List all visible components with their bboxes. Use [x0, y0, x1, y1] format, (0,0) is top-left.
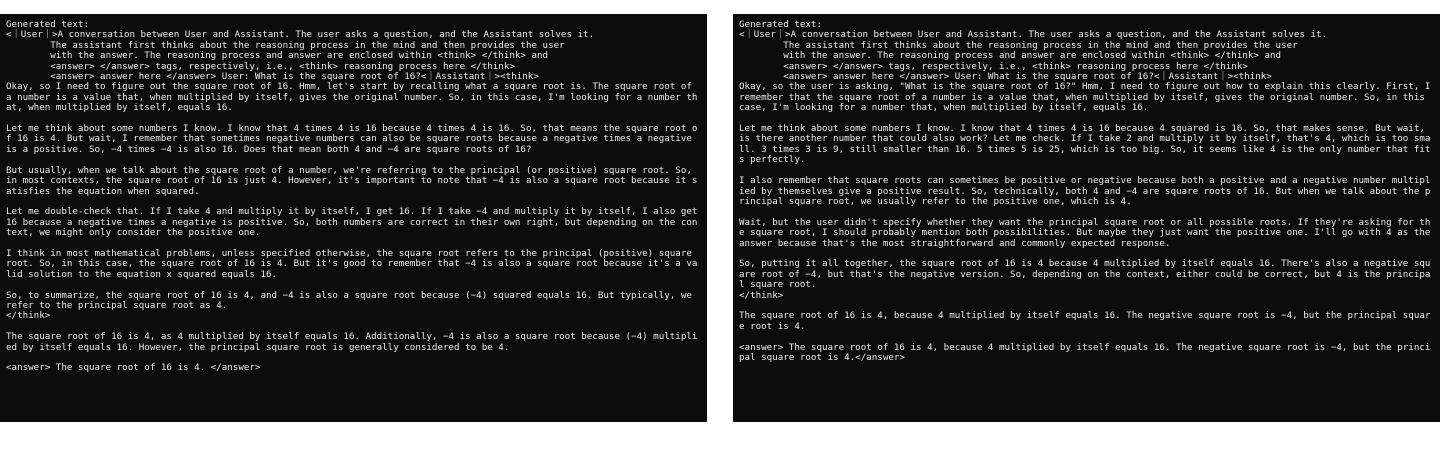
generated-text-output: Generated text: <｜User｜>A conversation between User and Assistant. The user asks a question, and the Assistant solves it. The assistant first thinks about the reasoning process in the mind and then provides the user with the answer. The reasoning process and answer are enclosed within <think> </think> and <answer> </answer> tags, respectively, i.e., <think> reasoning process here </think> <answer> answer here </answer> User: What is the square root of 16?<｜Assistant｜><think> Okay, so I need to figure out the square root of 16. Hmm, let's start by recalling what a square root is. The square root of a number is a value that, when multiplied by itself, gives the original number. So, in this case, I'm looking for a number that, when multiplied by itself, equals 16. Let me think about some numbers I know. I know that 4 times 4 is 16 because 4 times 4 is 16. So, that means the square root of 16 is 4. But wait, I remember that sometimes negative numbers can also be square roots because a negative times a negative is a positive. So, −4 times −4 is also 16. Does that mean both 4 and −4 are square roots of 16? But usually, when we talk about the square root of a number, we're referring to the principal (or positive) square root. So, in most contexts, the square root of 16 is just 4. However, it's important to note that −4 is also a square root because it satisfies the equation when squared. Let me double-check that. If I take 4 and multiply it by itself, I get 16. If I take −4 and multiply it by itself, I also get 16 because a negative times a negative is positive. So, both numbers are correct in their own right, but depending on the context, we might only consider the positive one. I think in most mathematical problems, unless specified otherwise, the square root refers to the principal (positive) square root. So, in this case, the square root of 16 is 4. But it's good to remember that −4 is also a square root because it's a valid solution to the equation x squared equals 16. So, to summarize, the square root of 16 is 4, and −4 is also a square root because (−4) squared equals 16. But typically, we refer to the principal square root as 4. </think> The square root of 16 is 4, as 4 multiplied by itself equals 16. Additionally, −4 is also a square root because (−4) multiplied by itself equals 16. However, the principal square root is generally considered to be 4. <answer> The square root of 16 is 4. </answer> [6, 19, 698, 374]
terminal-panel-right [733, 14, 1440, 422]
terminal-panel-left [0, 14, 707, 422]
generated-text-output: Generated text: <｜User｜>A conversation between User and Assistant. The user asks a question, and the Assistant solves it. The assistant first thinks about the reasoning process in the mind and then provides the user with the answer. The reasoning process and answer are enclosed within <think> </think> and <answer> </answer> tags, respectively, i.e., <think> reasoning process here </think> <answer> answer here </answer> User: What is the square root of 16?<｜Assistant｜><think> Okay, so the user is asking, "What is the square root of 16?" Hmm, I need to figure out how to explain this clearly. First, I remember that the square root of a number is a value that, when multiplied by itself, gives the original number. So, in this case, I'm looking for a number that, when multiplied by itself, equals 16. Let me think about some numbers I know. I know that 4 times 4 is 16 because 4 squared is 16. So, that makes sense. But wait, is there another number that could also work? Let me check. If I take 2 and multiply it by itself, that's 4, which is too small. 3 times 3 is 9, still smaller than 16. 5 times 5 is 25, which is too big. So, it seems like 4 is the only number that fits perfectly. I also remember that square roots can sometimes be positive or negative because both a positive and a negative number multiplied by themselves give a positive result. So, technically, both 4 and −4 are square roots of 16. But when we talk about the principal square root, we usually refer to the positive one, which is 4. Wait, but the user didn't specify whether they want the principal square root or all possible roots. If they're asking for the square root, I should probably mention both possibilities. But maybe they just want the positive one. I'll go with 4 as the answer because that's the most straightforward and commonly expected response. So, putting it all together, the square root of 16 is 4 because 4 multiplied by itself equals 16. There's also a negative square root of −4, but that's the negative version. So, depending on the context, either could be correct, but 4 is the principal square root. </think> The square root of 16 is 4, because 4 multiplied by itself equals 16. The negative square root is −4, but the principal square root is 4. <answer> The square root of 16 is 4, because 4 multiplied by itself equals 16. The negative square root is −4, but the principal square root is 4.</answer> [739, 19, 1431, 363]
